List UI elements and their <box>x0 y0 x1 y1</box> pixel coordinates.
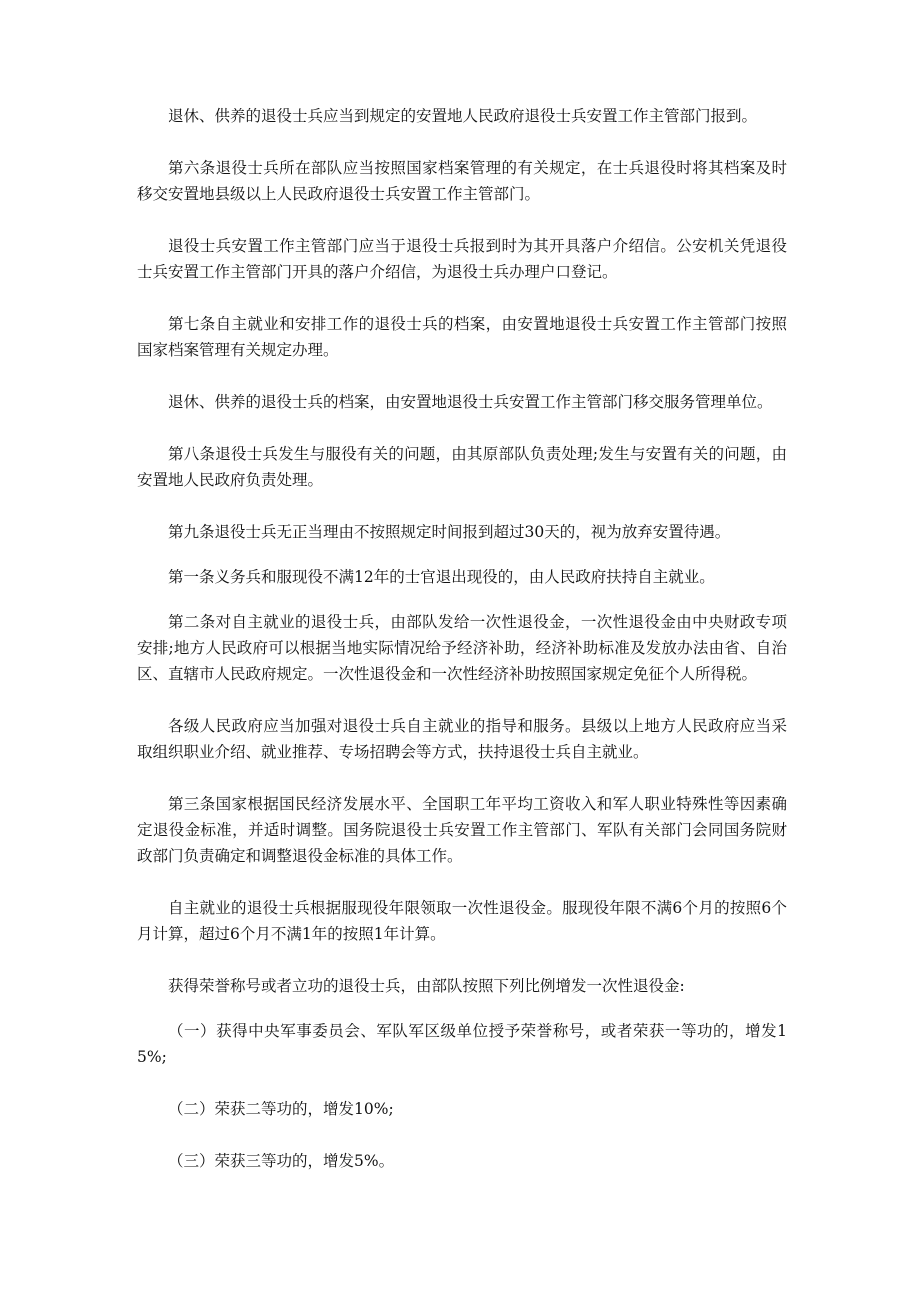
paragraph: 退休、供养的退役士兵的档案，由安置地退役士兵安置工作主管部门移交服务管理单位。 <box>168 393 773 411</box>
paragraph: 退休、供养的退役士兵应当到规定的安置地人民政府退役士兵安置工作主管部门报到。 <box>168 107 758 125</box>
paragraph: 第一条义务兵和服现役不满12年的士官退出现役的，由人民政府扶持自主就业。 <box>168 568 715 586</box>
list-item-3: （三）荣获三等功的，增发5%。 <box>168 1152 395 1170</box>
list-item-1: （一）获得中央军事委员会、军队军区级单位授予荣誉称号，或者荣获一等功的，增发15%; <box>137 1022 787 1066</box>
paragraph: 各级人民政府应当加强对退役士兵自主就业的指导和服务。县级以上地方人民政府应当采取组织职业介绍、就业推荐、专场招聘会等方式，扶持退役士兵自主就业。 <box>137 717 787 761</box>
paragraph: 第六条退役士兵所在部队应当按照国家档案管理的有关规定，在士兵退役时将其档案及时移交安置地县级以上人民政府退役士兵安置工作主管部门。 <box>137 159 787 203</box>
paragraph: 第七条自主就业和安排工作的退役士兵的档案，由安置地退役士兵安置工作主管部门按照国家档案管理有关规定办理。 <box>137 315 787 359</box>
paragraph: 自主就业的退役士兵根据服现役年限领取一次性退役金。服现役年限不满6个月的按照6个月计算，超过6个月不满1年的按照1年计算。 <box>137 899 787 943</box>
paragraph: 第八条退役士兵发生与服役有关的问题，由其原部队负责处理;发生与安置有关的问题，由安置地人民政府负责处理。 <box>137 445 787 489</box>
paragraph: 退役士兵安置工作主管部门应当于退役士兵报到时为其开具落户介绍信。公安机关凭退役士兵安置工作主管部门开具的落户介绍信，为退役士兵办理户口登记。 <box>137 237 787 281</box>
paragraph: 第三条国家根据国民经济发展水平、全国职工年平均工资收入和军人职业特殊性等因素确定退役金标准，并适时调整。国务院退役士兵安置工作主管部门、军队有关部门会同国务院财政部门负责确定和调整退役金标准的具体工作。 <box>137 795 787 865</box>
paragraph: 获得荣誉称号或者立功的退役士兵，由部队按照下列比例增发一次性退役金: <box>168 977 685 995</box>
document-body <box>137 103 787 1174</box>
paragraph: 第二条对自主就业的退役士兵，由部队发给一次性退役金，一次性退役金由中央财政专项安排;地方人民政府可以根据当地实际情况给予经济补助，经济补助标准及发放办法由省、自治区、直辖市人民政府规定。一次性退役金和一次性经济补助按照国家规定免征个人所得税。 <box>137 613 787 683</box>
list-item-2: （二）荣获二等功的，增发10%; <box>168 1100 394 1118</box>
paragraph: 第九条退役士兵无正当理由不按照规定时间报到超过30天的，视为放弃安置待遇。 <box>168 523 731 541</box>
